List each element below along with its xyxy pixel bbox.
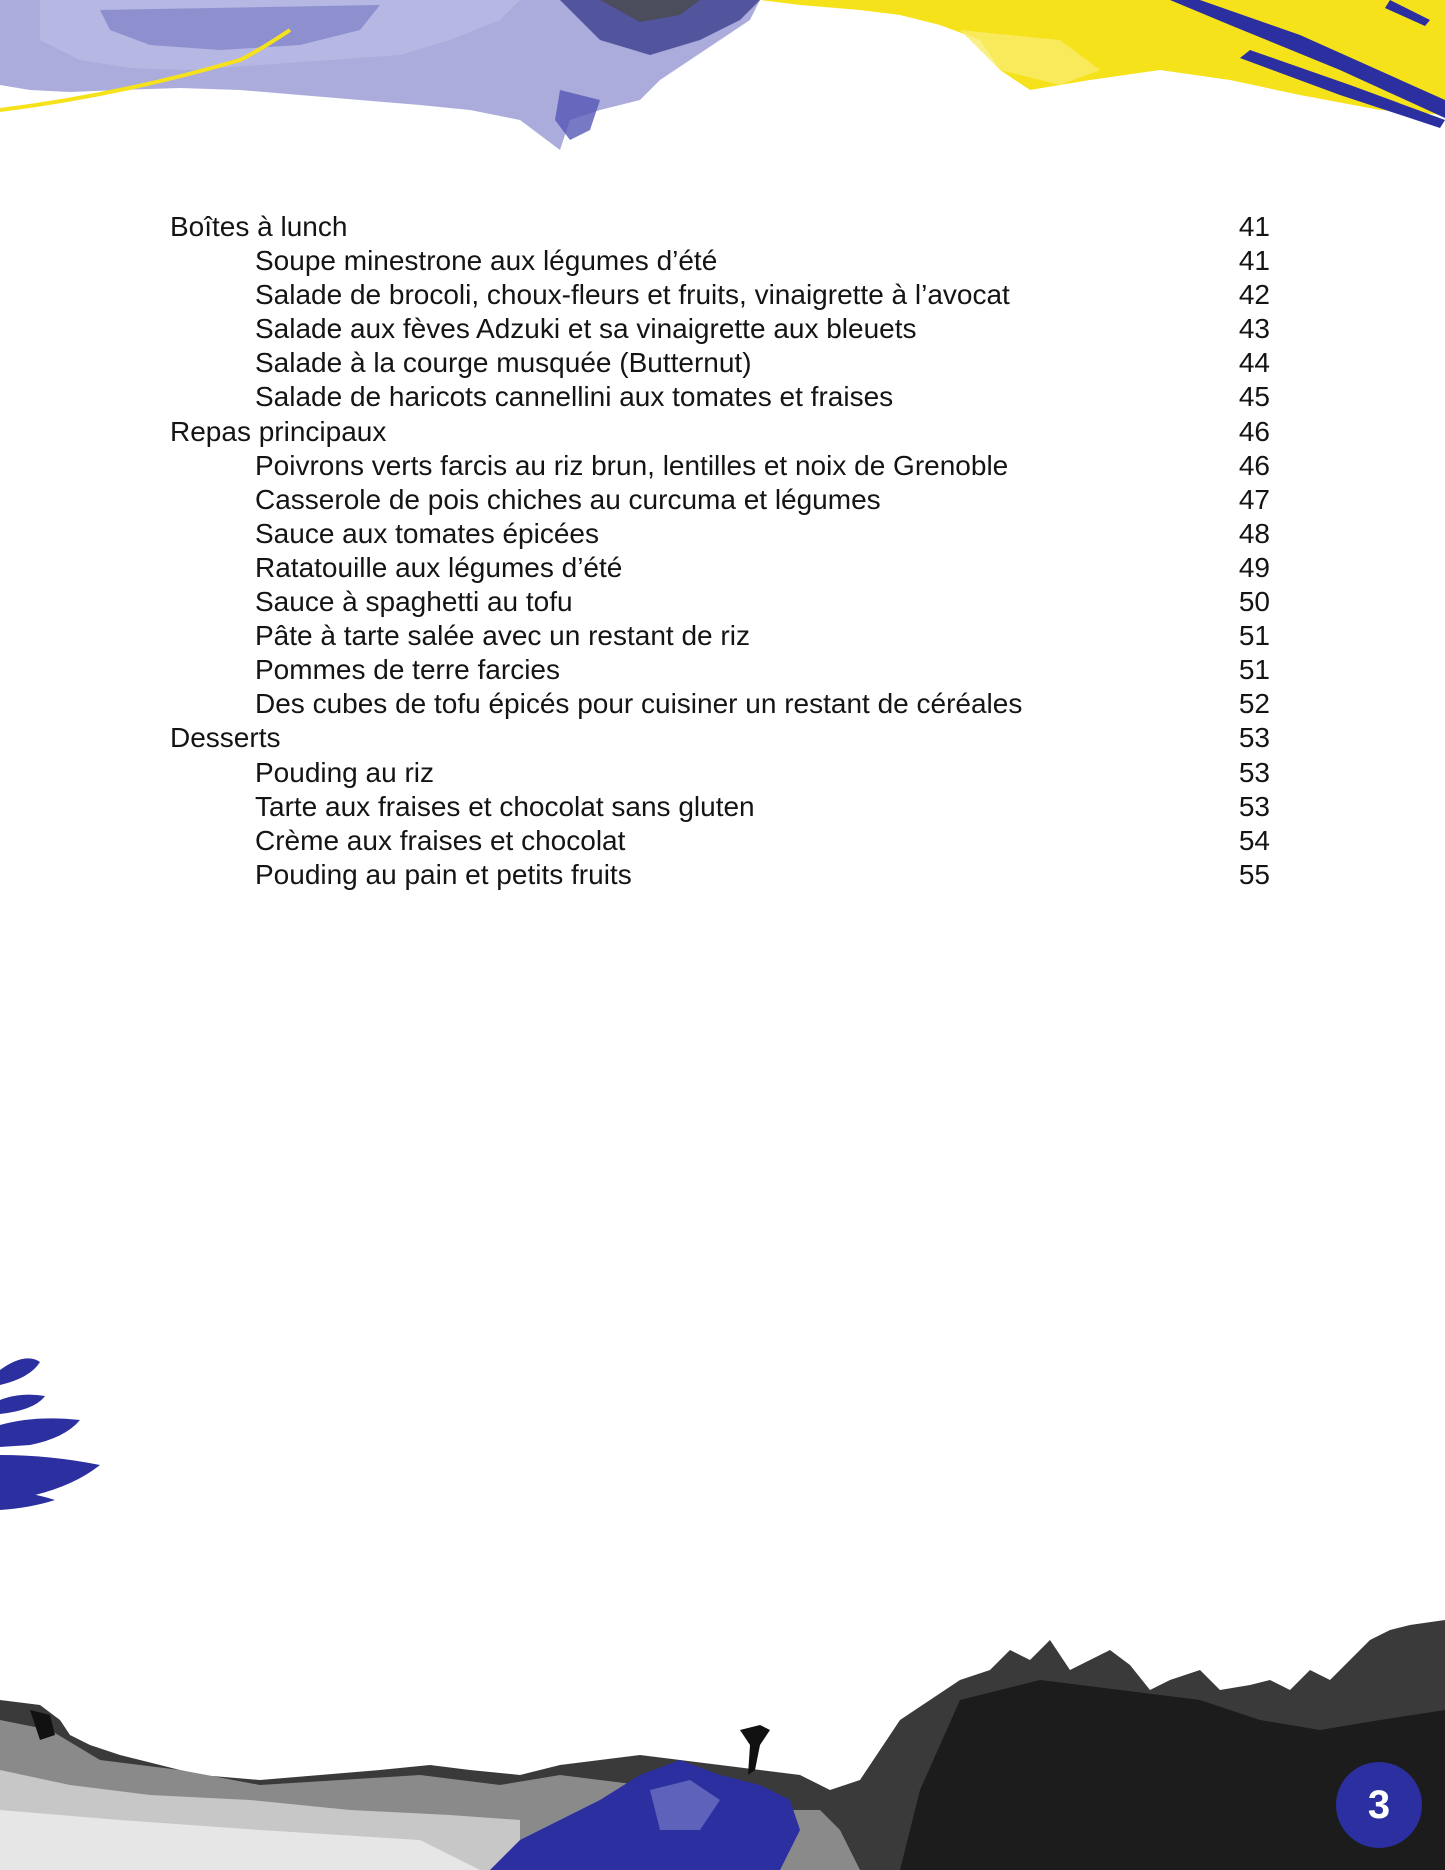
toc-entry-title: Desserts: [170, 722, 281, 754]
toc-entry: [170, 483, 1270, 517]
toc-page-number: 53: [1238, 790, 1270, 822]
toc-page-number: 49: [1238, 551, 1270, 583]
toc-page-number: 53: [1238, 756, 1270, 788]
toc-entry: [170, 346, 1270, 380]
toc-entry-title: Soupe minestrone aux légumes d’été: [255, 245, 718, 277]
toc-entry-title: Sauce à spaghetti au tofu: [255, 586, 573, 618]
table-of-contents: [170, 210, 1270, 892]
toc-page-number: 43: [1238, 313, 1270, 345]
toc-section: [170, 721, 1270, 755]
toc-page-number: 46: [1238, 449, 1270, 481]
toc-page-number: 52: [1238, 688, 1270, 720]
toc-entry-title: Poivrons verts farcis au riz brun, lentilles et noix de Grenoble: [255, 449, 1009, 481]
toc-page-number: 53: [1238, 722, 1270, 754]
toc-page-number: 44: [1238, 347, 1270, 379]
toc-entry: [170, 551, 1270, 585]
toc-entry-title: Repas principaux: [170, 415, 387, 447]
toc-page-number: 48: [1238, 517, 1270, 549]
toc-page-number: 51: [1238, 654, 1270, 686]
toc-entry-title: Pouding au pain et petits fruits: [255, 858, 632, 890]
toc-entry-title: Crème aux fraises et chocolat: [255, 824, 626, 856]
toc-entry-title: Boîtes à lunch: [170, 211, 348, 242]
toc-entry-title: Casserole de pois chiches au curcuma et légumes: [255, 483, 881, 515]
toc-page-number: 50: [1238, 586, 1270, 618]
toc-page-number: 47: [1238, 483, 1270, 515]
toc-entry: [170, 244, 1270, 278]
toc-entry-title: Salade de haricots cannellini aux tomates et fraises: [255, 381, 894, 413]
toc-entry: [170, 380, 1270, 414]
toc-page-number: 55: [1238, 858, 1270, 890]
toc-section: [170, 415, 1270, 449]
toc-entry-title: Salade de brocoli, choux-fleurs et fruits, vinaigrette à l’avocat: [255, 279, 1010, 311]
toc-entry: [170, 687, 1270, 721]
toc-entry-title: Des cubes de tofu épicés pour cuisiner un restant de céréales: [255, 688, 1023, 720]
toc-entry-title: Tarte aux fraises et chocolat sans gluten: [255, 790, 755, 822]
bottom-ink-decoration: [0, 1570, 1445, 1870]
toc-entry: [170, 517, 1270, 551]
toc-entry-title: Ratatouille aux légumes d’été: [255, 551, 623, 583]
toc-page-number: 54: [1238, 824, 1270, 856]
toc-entry-title: Pommes de terre farcies: [255, 654, 560, 686]
toc-entry: [170, 756, 1270, 790]
toc-page-number: 46: [1238, 415, 1270, 447]
toc-page-number: 51: [1238, 620, 1270, 652]
toc-page-number: 41: [1238, 211, 1270, 242]
toc-entry: [170, 824, 1270, 858]
toc-entry: [170, 585, 1270, 619]
page-number-badge: 3: [1336, 1762, 1422, 1848]
toc-entry: [170, 312, 1270, 346]
toc-entry: [170, 653, 1270, 687]
toc-entry: [170, 790, 1270, 824]
toc-entry: [170, 858, 1270, 892]
toc-entry-title: Salade aux fèves Adzuki et sa vinaigrette aux bleuets: [255, 313, 917, 345]
toc-entry: [170, 278, 1270, 312]
toc-entry-title: Pouding au riz: [255, 756, 435, 788]
toc-entry-title: Salade à la courge musquée (Butternut): [255, 347, 752, 379]
toc-entry: [170, 449, 1270, 483]
toc-entry: [170, 619, 1270, 653]
toc-page-number: 41: [1238, 245, 1270, 277]
top-watercolor-decoration: [0, 0, 1445, 160]
toc-section: [170, 210, 1270, 244]
toc-page-number: 45: [1238, 381, 1270, 413]
toc-entry-title: Pâte à tarte salée avec un restant de riz: [255, 620, 750, 652]
toc-page-number: 42: [1238, 279, 1270, 311]
left-brush-decoration: [0, 0, 110, 1520]
toc-entry-title: Sauce aux tomates épicées: [255, 517, 599, 549]
